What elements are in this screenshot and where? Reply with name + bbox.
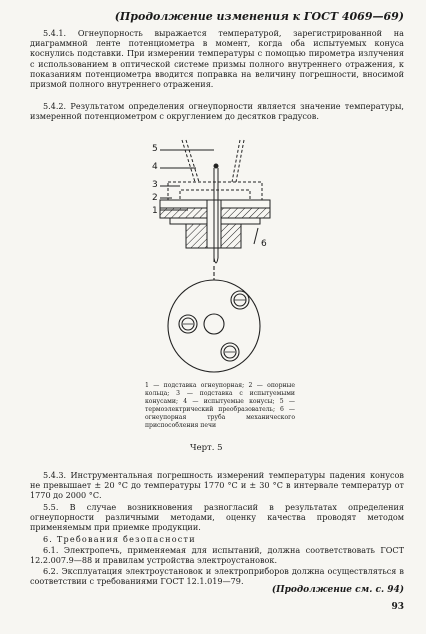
- continuation-note: (Продолжение см. с. 94): [271, 585, 404, 595]
- figure-label-5: 5: [152, 144, 158, 154]
- paragraph-6-2: 6.2. Эксплуатация электроустановок и электроприборов должна осуществляться в соответствии с требованиями ГОСТ 12.1.019—79.: [30, 566, 404, 587]
- page-number: 93: [391, 602, 404, 612]
- figure-label-4: 4: [152, 162, 158, 172]
- figure-label-3: 3: [152, 180, 158, 190]
- figure-label-1: 1: [152, 206, 158, 216]
- figure-label-6: 6: [261, 239, 267, 249]
- section-6-title: 6. Требования безопасности: [42, 534, 196, 544]
- paragraph-5-4-3: 5.4.3. Инструментальная погрешность измерений температуры падения конусов не превышает ± 20 °С до температуры 1770 °С и ± 30 °С в интервале температур от 1770 до 2000 °С.: [30, 470, 404, 501]
- paragraph-5-4-1: 5.4.1. Огнеупорность выражается температурой, зарегистрированной на диаграммной ленте потенциометра в момент, когда оба испытуемых конуса коснулись подставки. При измерении температуры с помощью пирометра излучения с использованием в оптической системе призмы полного внутреннего отражения, к показаниям потенциометра вводится поправка на величину погрешности, вносимой призмой полного внутреннего отражения.: [30, 28, 404, 90]
- paragraph-5-4-2: 5.4.2. Результатом определения огнеупорности является значение температуры, измеренной потенциометром с округлением до десятков градусов.: [30, 101, 404, 122]
- figure-label-2: 2: [152, 193, 158, 203]
- figure-caption: Черт. 5: [190, 443, 223, 453]
- page-header: (Продолжение изменения к ГОСТ 4069—69): [114, 10, 404, 23]
- figure-legend: 1 — подставка огнеупорная; 2 — опорные кольца; 3 — подставка с испытуемыми конусами; 4 — испытуемые конусы; 5 — термоэлектрический преобразователь; 6 — огнеупорная труба механического приспособления печи: [145, 382, 295, 429]
- paragraph-5-5: 5.5. В случае возникновения разногласий в результатах определения огнеупорности различными методами, оценку качества проводят методом применяемым при приемке продукции.: [30, 502, 404, 533]
- paragraph-6-1: 6.1. Электропечь, применяемая для испытаний, должна соответствовать ГОСТ 12.2.007.9—88 и правилам устройства электроустановок.: [30, 545, 404, 566]
